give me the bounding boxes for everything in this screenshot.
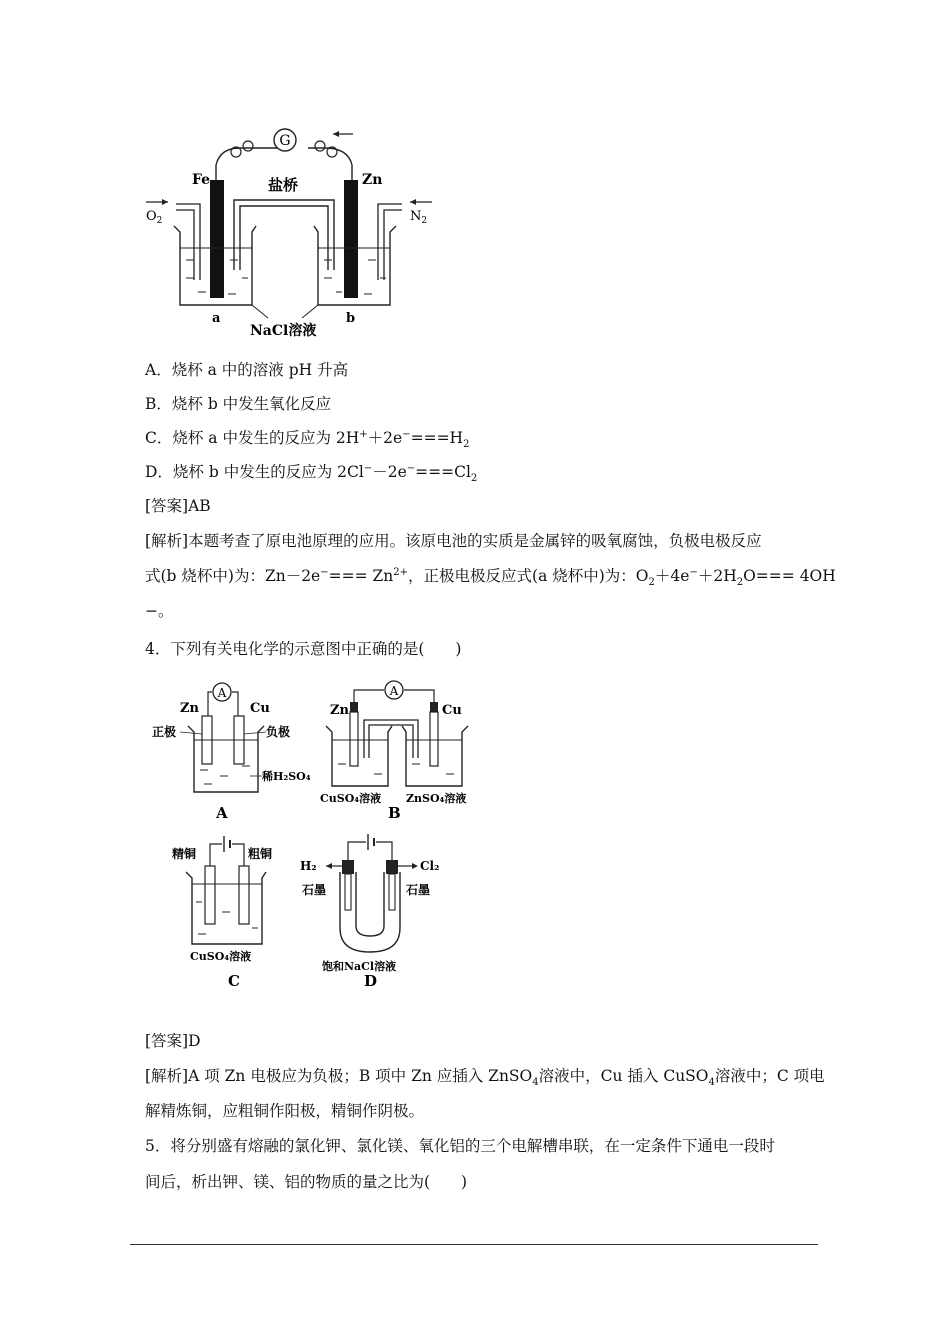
graphite-left-label: 石墨 — [302, 883, 327, 897]
cu-label: Cu — [250, 701, 270, 716]
fe-label: Fe — [192, 172, 211, 188]
q4-analysis-line1: [解析]A 项 Zn 电极应为负极；B 项中 Zn 应插入 ZnSO$_4$溶液中，Cu 插入 CuSO$_4$溶液中；C 项电 — [145, 1067, 825, 1089]
q3-analysis-line1: [解析]本题考查了原电池原理的应用。该原电池的实质是金属锌的吸氧腐蚀，负极电极反应 — [145, 532, 762, 550]
option-d: D．烧杯 b 中发生的反应为 $2Cl^--2e^-===Cl_2$ — [145, 462, 478, 485]
ammeter-label: A — [389, 684, 399, 698]
oxygen-label: $O_2$ — [146, 209, 163, 226]
figure-a-caption: A — [216, 804, 228, 822]
ammeter-label: A — [217, 686, 227, 700]
q3-analysis-line3: −。 — [145, 602, 174, 620]
fu-ji-label: 负极 — [266, 725, 291, 739]
figure-galvanic-cell — [140, 120, 440, 345]
saturated-nacl-label: 饱和NaCl溶液 — [322, 960, 397, 973]
cl2-label: Cl₂ — [420, 859, 440, 873]
option-c: C．烧杯 a 中发生的反应为 $2H^++2e^-===H_2$ — [145, 428, 470, 451]
pure-copper-label: 精铜 — [172, 847, 197, 861]
zn-label: Zn — [362, 172, 383, 188]
figure-b — [318, 678, 478, 828]
fe-electrode — [210, 180, 224, 298]
figure-d-caption: D — [364, 972, 378, 990]
q3-answer: [答案]AB — [145, 497, 211, 515]
q5-stem-line2: 间后，析出钾、镁、铝的物质的量之比为( ) — [145, 1173, 468, 1191]
beaker-a-label: a — [212, 311, 221, 326]
figure-a — [150, 678, 311, 828]
option-b: B．烧杯 b 中发生氧化反应 — [145, 395, 332, 413]
beaker-b-label: b — [346, 311, 356, 326]
figure-c — [168, 832, 298, 992]
graphite-right-label: 石墨 — [406, 883, 431, 897]
q5-stem-line1: 5．将分别盛有熔融的氯化钾、氯化镁、氧化铝的三个电解槽串联，在一定条件下通电一段时 — [145, 1137, 775, 1155]
nitrogen-label: $N_2$ — [410, 209, 428, 226]
figure-c-caption: C — [228, 972, 240, 990]
cuso4-label: CuSO₄溶液 — [190, 950, 252, 963]
zheng-ji-label: 正极 — [152, 725, 177, 739]
footer-rule — [130, 1244, 818, 1245]
znso4-label: ZnSO₄溶液 — [406, 792, 467, 805]
nacl-solution-label: NaCl溶液 — [250, 323, 317, 339]
q4-stem: 4．下列有关电化学的示意图中正确的是( ) — [145, 640, 462, 658]
figure-b-caption: B — [388, 804, 401, 822]
q3-analysis-line2: 式(b 烧杯中)为：$Zn-2e^-=== Zn^{2+}$，正极电极反应式(a 烧杯中)为：$O_2+4e^-+2H_2O=== 4OH$ — [145, 566, 836, 589]
option-a: A．烧杯 a 中的溶液 pH 升高 — [145, 361, 349, 379]
cu-label: Cu — [442, 703, 462, 718]
figure-d — [296, 832, 456, 992]
cuso4-label: CuSO₄溶液 — [320, 792, 382, 805]
q4-analysis-line2: 解精炼铜，应粗铜作阳极，精铜作阴极。 — [145, 1102, 425, 1120]
zn-electrode — [344, 180, 358, 298]
crude-copper-label: 粗铜 — [248, 847, 273, 861]
galvanometer-label: G — [279, 133, 291, 149]
salt-bridge-label: 盐桥 — [268, 176, 299, 194]
dilute-h2so4-label: 稀H₂SO₄ — [262, 770, 311, 783]
zn-label: Zn — [180, 701, 199, 716]
q4-answer: [答案]D — [145, 1032, 201, 1050]
h2-label: H₂ — [300, 859, 317, 873]
zn-label: Zn — [330, 703, 349, 718]
